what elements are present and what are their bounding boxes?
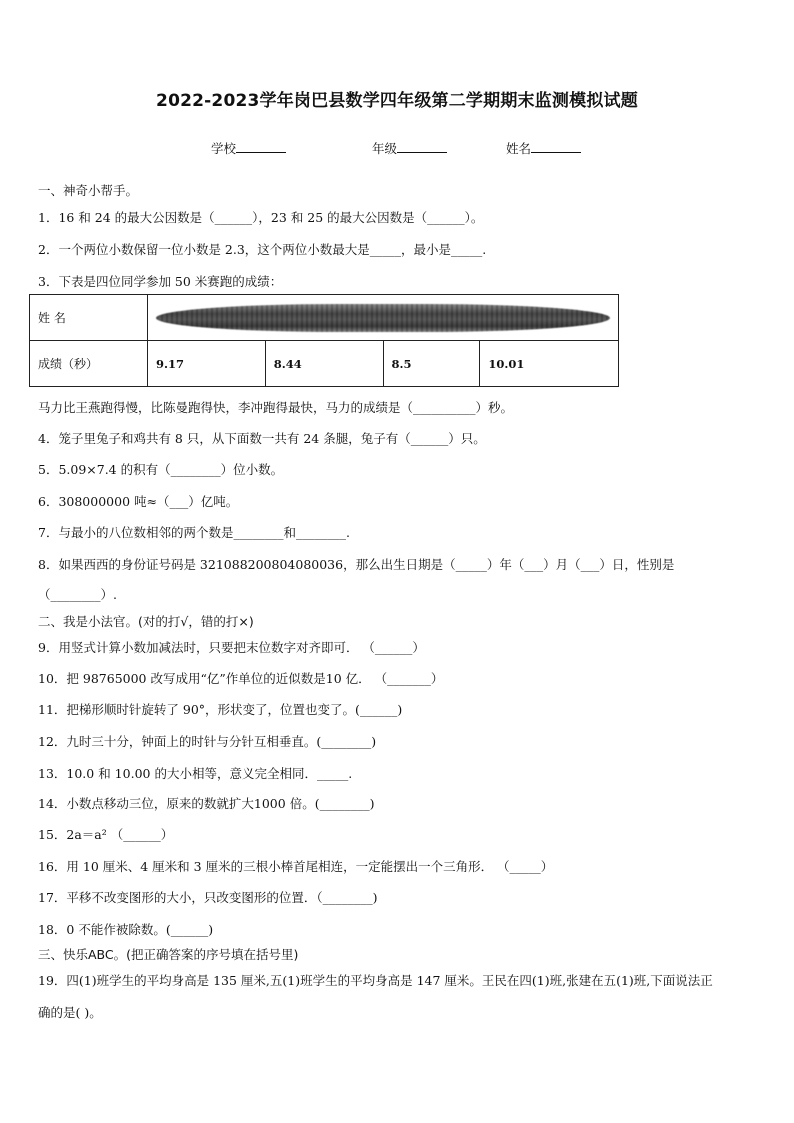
score-cell: 10.01	[480, 341, 619, 387]
section-1-heading: 一、神奇小帮手。	[38, 183, 139, 198]
question-7: 7．与最小的八位数相邻的两个数是________和________.	[38, 525, 350, 540]
question-18: 18．0 不能作被除数。(______)	[38, 922, 214, 937]
question-1: 1．16 和 24 的最大公因数是（______），23 和 25 的最大公因数是（______）。	[38, 210, 484, 225]
name-blank	[531, 140, 581, 153]
question-8: 8．如果西西的身份证号码是 321088200804080036，那么出生日期是（_____）年（___）月（___）日，性别是	[38, 557, 675, 572]
question-14: 14．小数点移动三位，原来的数就扩大1000 倍。(________)	[38, 796, 375, 811]
question-8-continued: （________）.	[38, 587, 117, 602]
grade-field	[372, 139, 447, 157]
table-name-header: 姓 名	[30, 295, 148, 341]
grade-label: 年级	[372, 141, 398, 156]
name-field	[506, 139, 581, 157]
question-3-follow-up: 马力比王燕跑得慢，比陈曼跑得快，李冲跑得最快，马力的成绩是（__________）秒。	[38, 400, 514, 415]
question-11: 11．把梯形顺时针旋转了 90°，形状变了，位置也变了。(______)	[38, 702, 403, 717]
question-19-continued: 确的是( )。	[38, 1005, 102, 1020]
question-3: 3．下表是四位同学参加 50 米赛跑的成绩：	[38, 274, 283, 289]
question-9: 9．用竖式计算小数加减法时，只要把末位数字对齐即可． （______）	[38, 640, 425, 655]
score-cell: 8.5	[383, 341, 480, 387]
score-cell: 8.44	[265, 341, 383, 387]
score-cell: 9.17	[148, 341, 266, 387]
redacted-names-cell	[148, 295, 619, 341]
school-blank	[236, 140, 286, 153]
question-16: 16．用 10 厘米、4 厘米和 3 厘米的三根小棒首尾相连，一定能摆出一个三角形． （_____）	[38, 859, 554, 874]
question-15: 15．2a＝a² （______）	[38, 827, 174, 842]
school-label: 学校	[211, 141, 237, 156]
race-results-table	[29, 294, 619, 387]
table-score-header: 成绩（秒）	[30, 341, 148, 387]
school-field	[211, 139, 286, 157]
question-4: 4．笼子里兔子和鸡共有 8 只，从下面数一共有 24 条腿，兔子有（______）只。	[38, 431, 486, 446]
section-2-heading: 二、我是小法官。(对的打√，错的打×)	[38, 614, 254, 629]
grade-blank	[397, 140, 447, 153]
redacted-names-smudge	[156, 304, 610, 332]
question-5: 5．5.09×7.4 的积有（________）位小数。	[38, 462, 284, 477]
question-12: 12．九时三十分，钟面上的时针与分针互相垂直。(________)	[38, 734, 377, 749]
question-10: 10．把 98765000 改写成用“亿”作单位的近似数是10 亿． （_______）	[38, 671, 444, 686]
question-6: 6．308000000 吨≈（___）亿吨。	[38, 494, 239, 509]
section-3-heading: 三、快乐ABC。(把正确答案的序号填在括号里)	[38, 947, 299, 962]
name-label: 姓名	[506, 141, 532, 156]
question-17: 17．平移不改变图形的大小，只改变图形的位置．（________)	[38, 890, 378, 905]
question-13: 13．10.0 和 10.00 的大小相等，意义完全相同．_____.	[38, 766, 353, 781]
question-2: 2．一个两位小数保留一位小数是 2.3，这个两位小数最大是_____，最小是_____.	[38, 242, 487, 257]
question-19: 19．四(1)班学生的平均身高是 135 厘米,五(1)班学生的平均身高是 147 厘米。王民在四(1)班,张建在五(1)班,下面说法正	[38, 973, 713, 988]
page-title: 2022-2023学年岗巴县数学四年级第二学期期末监测模拟试题	[156, 91, 638, 111]
table-row	[30, 295, 619, 341]
table-row	[30, 341, 619, 387]
